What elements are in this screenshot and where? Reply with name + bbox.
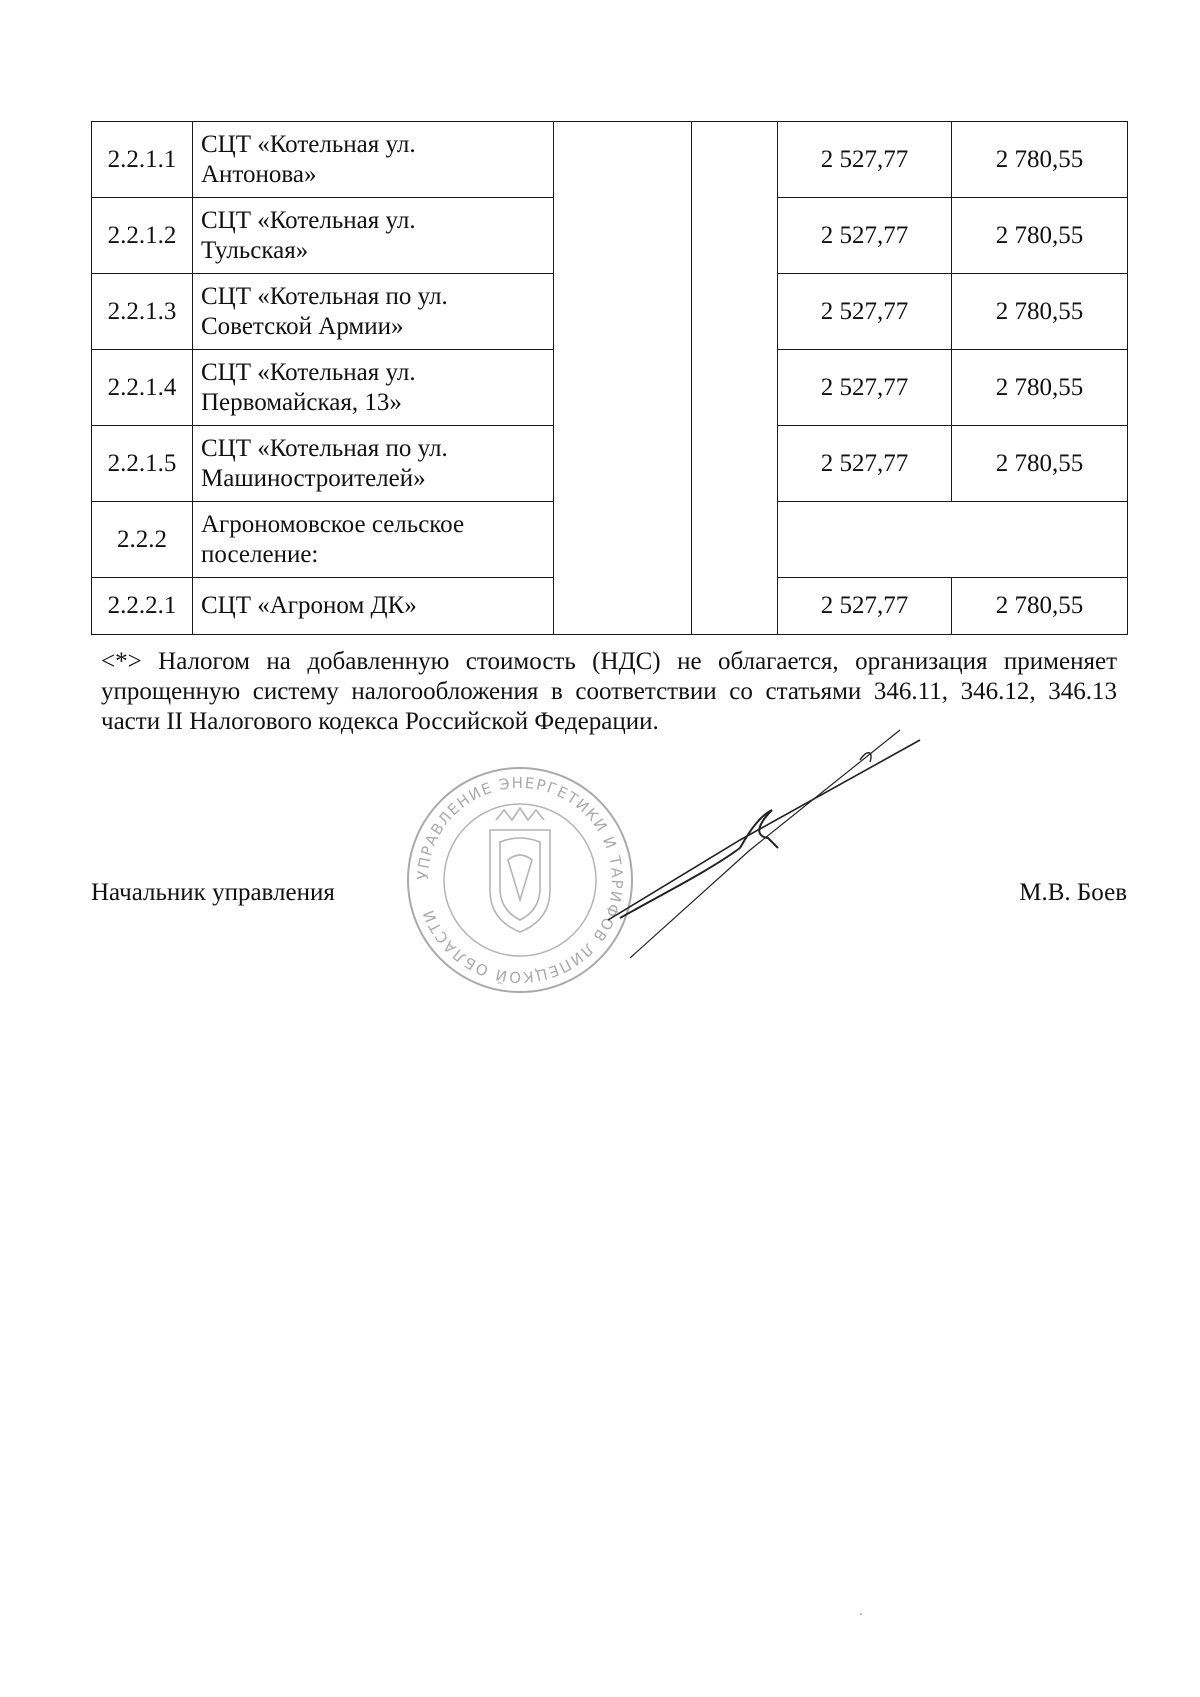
signatory-title: Начальник управления — [91, 879, 335, 906]
tariff-value-vat: 2 780,55 — [952, 198, 1128, 274]
row-number: 2.2.1.3 — [92, 274, 193, 350]
tariff-value-vat: 2 780,55 — [952, 578, 1128, 635]
tariff-value: 2 527,77 — [778, 426, 952, 502]
tariff-value-vat: 2 780,55 — [952, 274, 1128, 350]
row-name-line: Первомайская, 13» — [201, 388, 402, 416]
row-name-line: СЦТ «Котельная по ул. — [201, 282, 448, 310]
signatory-name: М.В. Боев — [1019, 879, 1127, 906]
row-name — [193, 350, 554, 426]
vat-footnote: <*> Налогом на добавленную стоимость (НДС) не облагается, организация применяет упрощенную систему налогообложения в соответствии со статьями 346.11, 346.12, 346.13 части II Налогового кодекса Российской Федерации. — [101, 648, 1117, 735]
row-name — [193, 122, 554, 198]
row-name: СЦТ «Агроном ДК» — [193, 578, 554, 635]
tariff-value: 2 527,77 — [778, 578, 952, 635]
row-number: 2.2.1.4 — [92, 350, 193, 426]
tariff-table — [91, 121, 1128, 635]
merged-empty-cell — [554, 122, 692, 635]
tariff-value: 2 527,77 — [778, 198, 952, 274]
row-name-line: Агрономовское сельское — [201, 510, 465, 538]
tariff-value: 2 527,77 — [778, 274, 952, 350]
tariff-value: 2 527,77 — [778, 122, 952, 198]
table-row — [92, 122, 1128, 198]
row-name — [193, 274, 554, 350]
stamp-text: УПРАВЛЕНИЕ ЭНЕРГЕТИКИ И ТАРИФОВ ЛИПЕЦКОЙ ОБЛАСТИ — [413, 773, 627, 987]
row-name-line: поселение: — [201, 540, 319, 568]
tariff-value: 2 527,77 — [778, 350, 952, 426]
row-number: 2.2.2 — [92, 502, 193, 578]
handwritten-signature — [590, 720, 930, 980]
row-name-line: Машиностроителей» — [201, 464, 426, 492]
row-name-line: СЦТ «Котельная ул. — [201, 130, 416, 158]
row-number: 2.2.2.1 — [92, 578, 193, 635]
row-name-line: Тульская» — [201, 236, 309, 264]
merged-empty-cell — [692, 122, 778, 635]
row-name — [193, 426, 554, 502]
tariff-value-vat: 2 780,55 — [952, 350, 1128, 426]
row-name — [193, 502, 554, 578]
tariff-value-vat: 2 780,55 — [952, 122, 1128, 198]
row-number: 2.2.1.1 — [92, 122, 193, 198]
tariff-value-vat: 2 780,55 — [952, 426, 1128, 502]
row-name — [193, 198, 554, 274]
row-number: 2.2.1.5 — [92, 426, 193, 502]
row-name-line: Антонова» — [201, 160, 317, 188]
row-name-line: СЦТ «Котельная ул. — [201, 358, 416, 386]
merged-empty-cell — [778, 502, 1128, 578]
row-name-line: СЦТ «Котельная ул. — [201, 206, 416, 234]
coat-of-arms-icon — [490, 808, 550, 932]
row-number: 2.2.1.2 — [92, 198, 193, 274]
row-name-line: Советской Армии» — [201, 312, 404, 340]
scan-artifact — [860, 1613, 862, 1615]
row-name-line: СЦТ «Котельная по ул. — [201, 434, 448, 462]
